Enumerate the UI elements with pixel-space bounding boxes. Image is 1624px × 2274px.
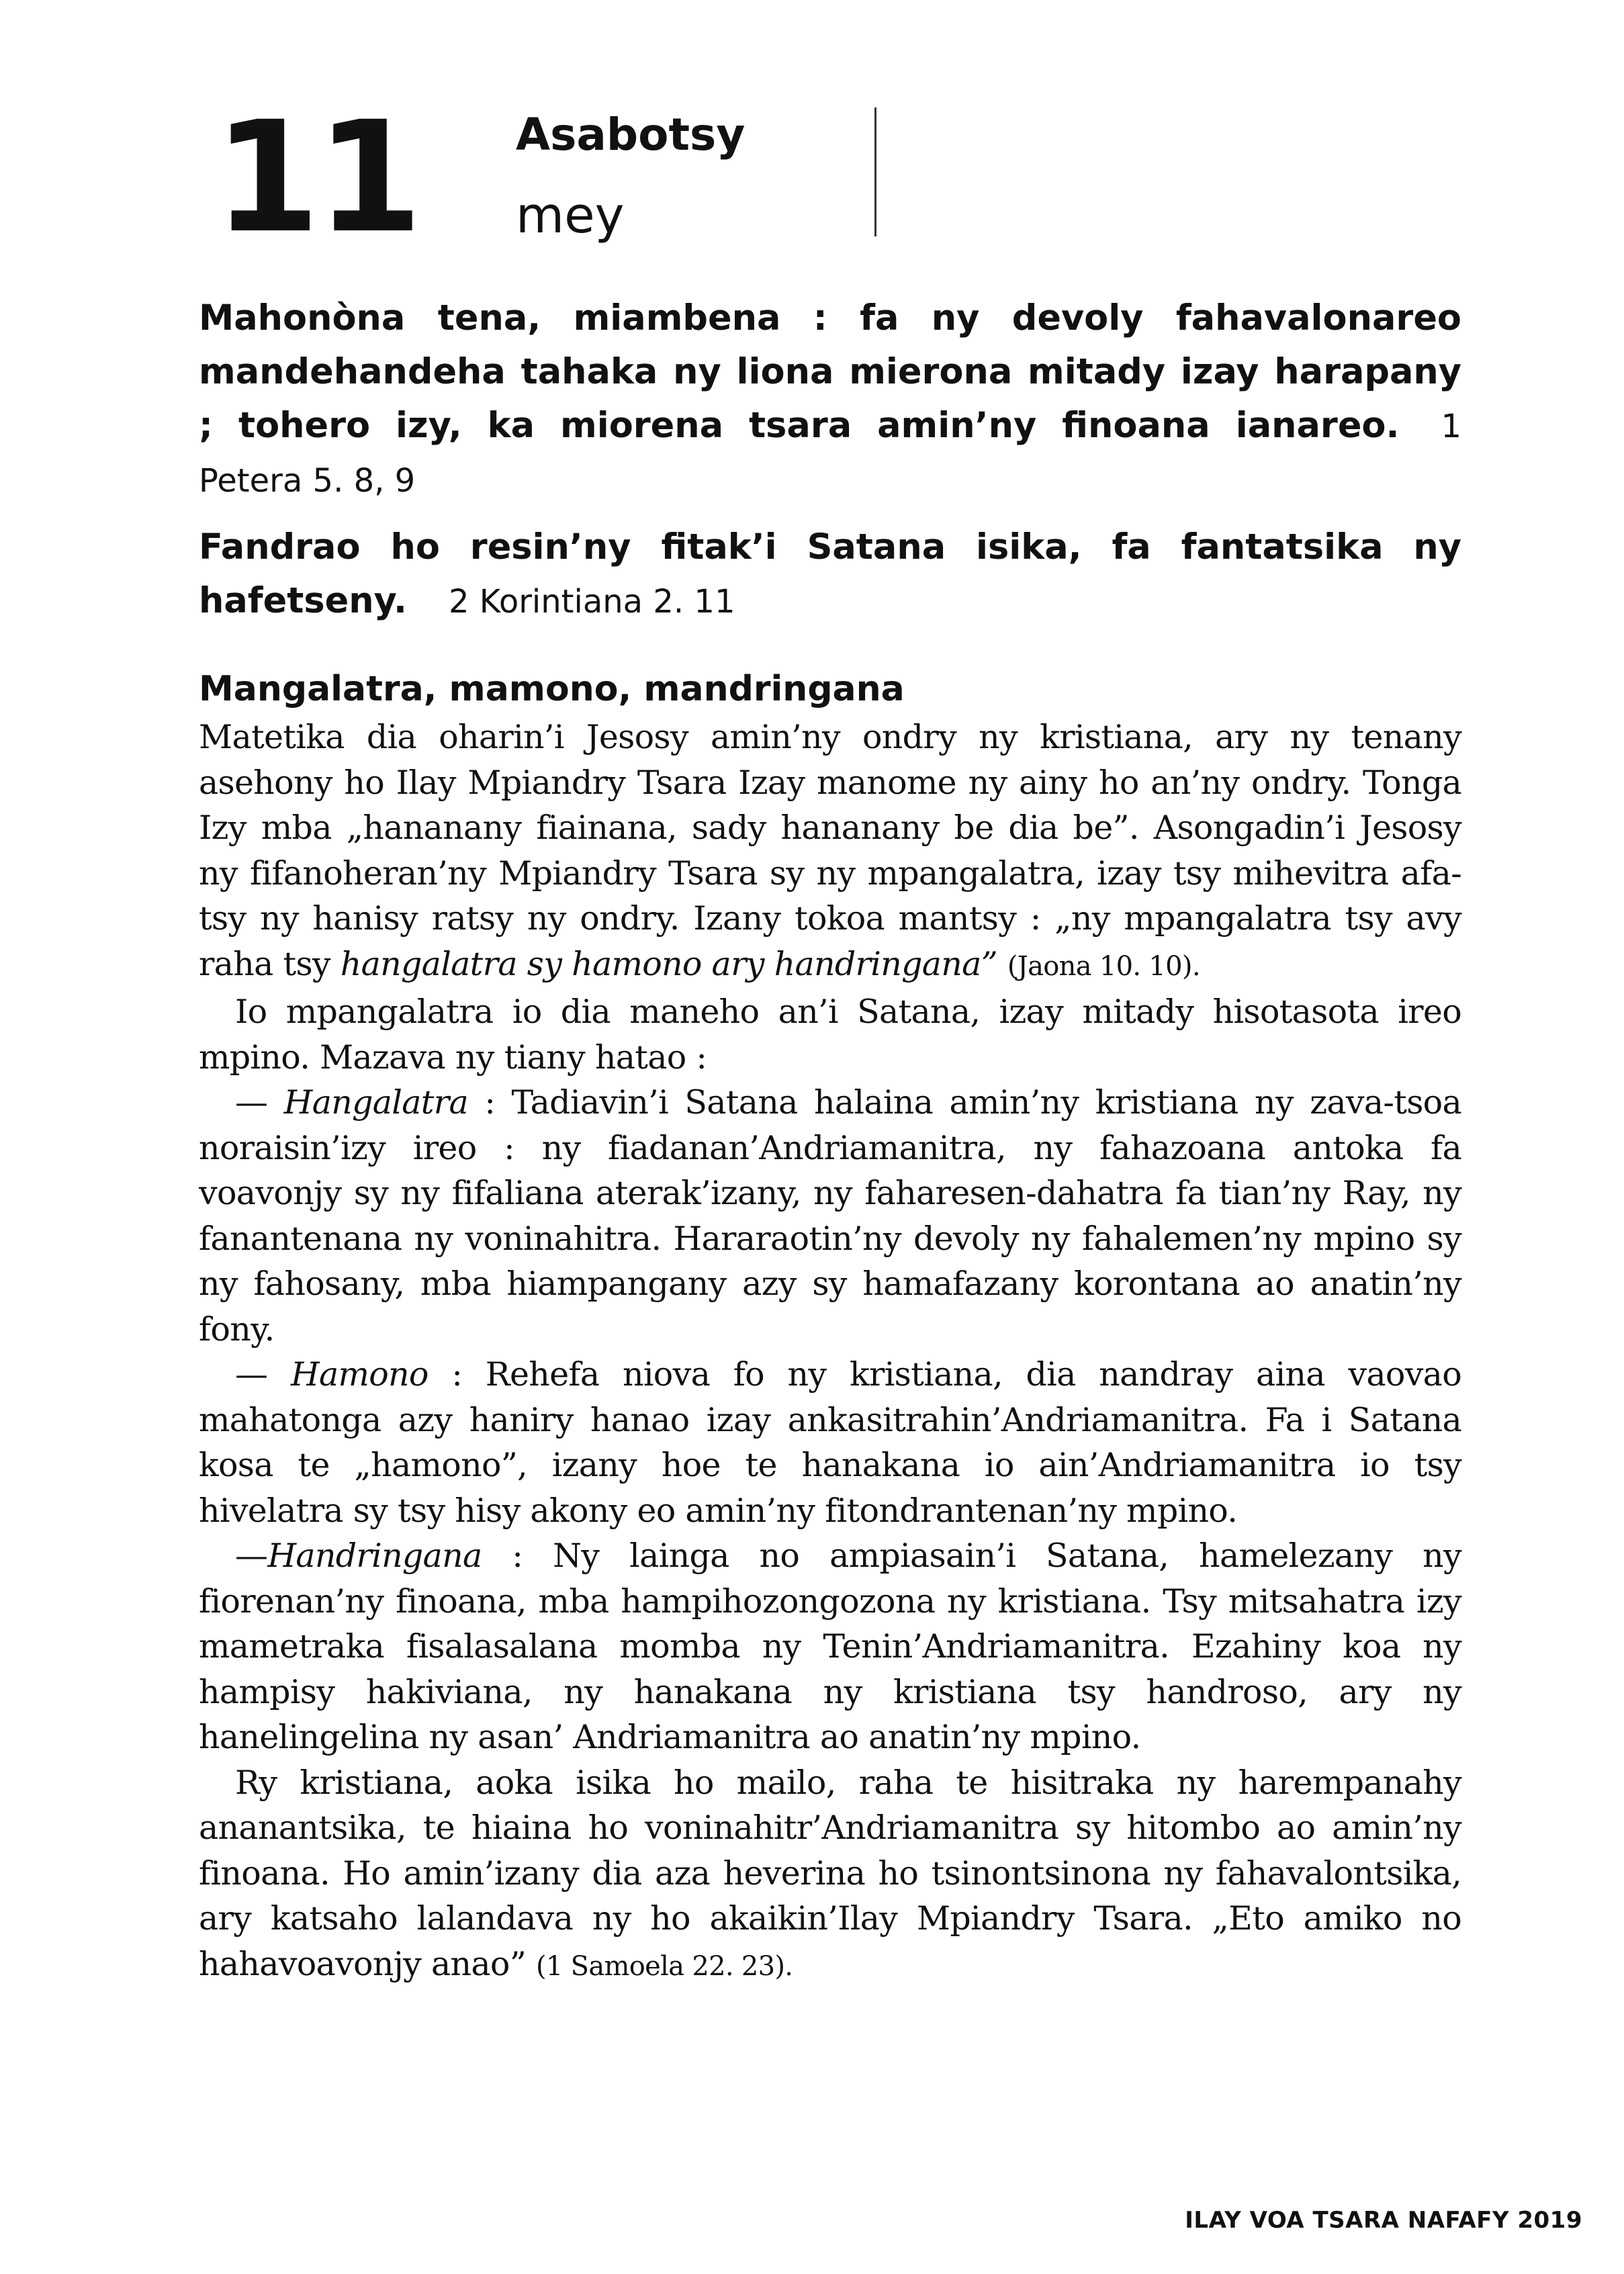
term-label: Hamono [290, 1355, 428, 1394]
header-divider [874, 107, 876, 236]
paragraph [199, 715, 1461, 989]
month-label: mey [516, 187, 625, 244]
page-header [0, 0, 1624, 267]
verse-reference: 2 Korintiana 2. 11 [448, 583, 735, 621]
article-title: Mangalatra, mamono, mandringana [199, 669, 905, 709]
scripture-reference: (Jaona 10. 10). [1007, 950, 1200, 982]
paragraph [199, 989, 1461, 1080]
weekday-label: Asabotsy [516, 109, 746, 161]
em-dash: — [235, 1355, 268, 1394]
bible-verse-1 [199, 291, 1461, 508]
scripture-reference: (1 Samoela 22. 23). [535, 1950, 793, 1982]
paragraph-text: : Tadiavin’i Satana halaina amin’ny kristiana ny zava-tsoa noraisin’izy ireo : ny fiadanan’Andriamanitra, ny fahazoana antoka fa voavonjy sy ny fifaliana aterak’izany, ny faharesen-dahatra fa tian’ny Ray, ny fanantenana ny voninahitra. Hararaotin’ny devoly ny fahalemen’ny mpino sy ny fahosany, mba hiampangany azy sy hamafazany korontana ao anatin’ny fony. [199, 1083, 1461, 1349]
em-dash: — [235, 1537, 268, 1575]
verse-reference: 1 Petera 5. 8, 9 [199, 408, 1461, 500]
verse-text: Mahonòna tena, miambena : fa ny devoly fahavalonareo mandehandeha tahaka ny liona mierona mitady izay harapany ; tohero izy, ka miorena tsara amin’ny finoana ianareo. [199, 298, 1461, 446]
paragraph [199, 1760, 1461, 1990]
paragraph [199, 1080, 1461, 1352]
bible-verse-2 [199, 520, 1461, 629]
paragraph [199, 1533, 1461, 1760]
term-label: Hangalatra [283, 1083, 468, 1122]
paragraph-text: Matetika dia oharin’i Jesosy amin’ny ondry ny kristiana, ary ny tenany asehony ho Ilay Mpiandry Tsara Izay manome ny ainy ho an’ny ondry. Tonga Izy mba „hananany fiainana, sady hananany be dia be”. Asongadin’i Jesosy ny fifanoheran’ny Mpiandry Tsara sy ny mpangalatra, izay tsy mihevitra afa-tsy ny hanisy ratsy ny ondry. Izany tokoa mantsy : „ny mpangalatra tsy avy raha tsy [199, 718, 1461, 983]
paragraph-text: Io mpangalatra io dia maneho an’i Satana, izay mitady hisotasota ireo mpino. Mazava ny tiany hatao : [199, 993, 1461, 1077]
page-footer: ILAY VOA TSARA NAFAFY 2019 [1185, 2207, 1582, 2234]
paragraph-text: : Ny lainga no ampiasain’i Satana, hamelezany ny fiorenan’ny finoana, mba hampihozongozona ny kristiana. Tsy mitsahatra izy mametraka fisalasalana momba ny Tenin’Andriamanitra. Ezahiny koa ny hampisy hakiviana, ny hanakana ny kristiana tsy handroso, ary ny hanelingelina ny asan’ Andriamanitra ao anatin’ny mpino. [199, 1537, 1461, 1756]
verse-text: Fandrao ho resin’ny fitak’i Satana isika, fa fantatsika ny hafetseny. [199, 527, 1461, 621]
term-label: Handringana [267, 1537, 482, 1575]
paragraph [199, 1352, 1461, 1533]
paragraph-text: : Rehefa niova fo ny kristiana, dia nandray aina vaovao mahatonga azy haniry hanao izay ankasitrahin’Andriamanitra. Fa i Satana kosa te „hamono”, izany hoe te hanakana io ain’Andriamanitra io tsy hivelatra sy tsy hisy akony eo amin’ny fitondrantenan’ny mpino. [199, 1355, 1461, 1530]
emphasis-text: hangalatra sy hamono ary handringana” [340, 944, 997, 983]
article-body [199, 715, 1461, 1989]
day-number: 11 [214, 88, 419, 267]
paragraph-text: Ry kristiana, aoka isika ho mailo, raha te hisitraka ny harempanahy ananantsika, te hiaina ho voninahitr’Andriamanitra sy hitombo ao amin’ny finoana. Ho amin’izany dia aza heverina ho tsinontsinona ny fahavalontsika, ary katsaho lalandava ny ho akaikin’Ilay Mpiandry Tsara. „Eto amiko no hahavoavonjy anao” [199, 1763, 1461, 1983]
em-dash: — [235, 1083, 268, 1122]
